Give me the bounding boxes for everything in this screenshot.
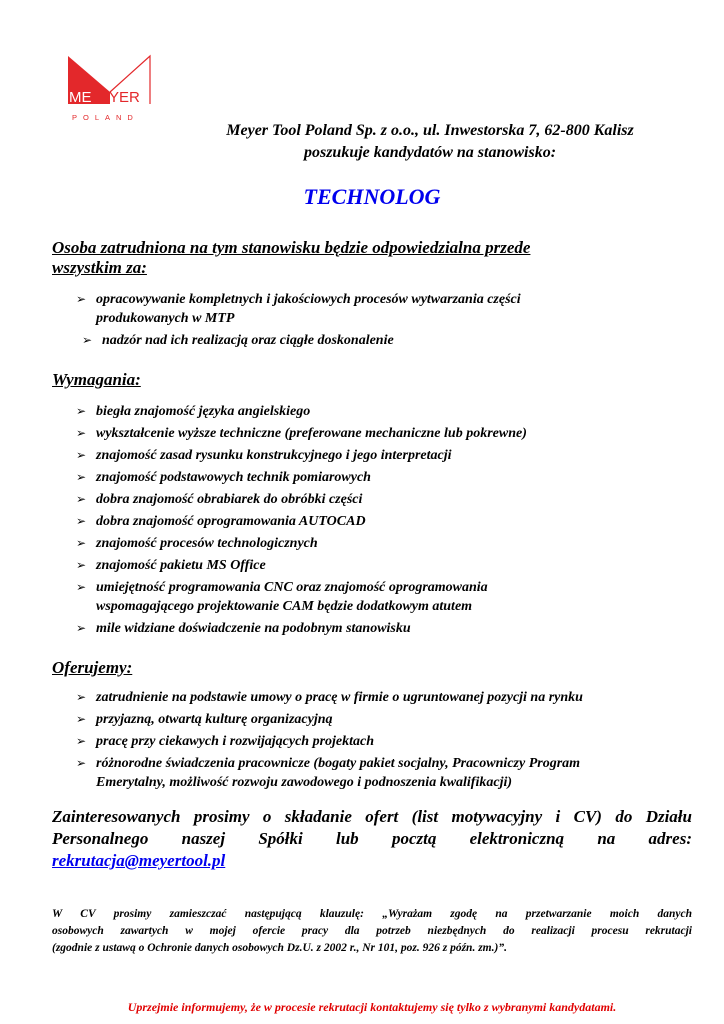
- position-title: TECHNOLOG: [303, 184, 441, 209]
- list-item: ➢ znajomość podstawowych technik pomiarowych: [76, 470, 371, 485]
- clause-line3: (zgodnie z ustawą o Ochronie danych osobowych Dz.U. z 2002 r., Nr 101, poz. 926 z późn. zm.)”.: [52, 942, 507, 954]
- contact-line1: Zainteresowanych prosimy o składanie ofert (list motywacyjny i CV) do Działu: [52, 807, 692, 826]
- list-item: ➢ różnorodne świadczenia pracownicze (bogaty pakiet socjalny, Pracowniczy Program Emerytalny, możliwość rozwoju zawodowego i podnoszenia kwalifikacji): [76, 756, 581, 790]
- requirements-heading: Wymagania:: [52, 370, 141, 389]
- arrow-bullet-icon: ➢: [76, 470, 87, 484]
- responsibilities-heading-line1: Osoba zatrudniona na tym stanowisku będzie odpowiedzialna przede: [52, 238, 531, 257]
- clause-line2: osobowych zawartych w mojej ofercie pracy dla potrzeb niezbędnych do realizacji procesu rekrutacji: [52, 925, 692, 937]
- arrow-bullet-icon: ➢: [76, 292, 87, 306]
- arrow-bullet-icon: ➢: [82, 333, 93, 347]
- responsibilities-heading: [52, 238, 672, 278]
- list-item: ➢ mile widziane doświadczenie na podobnym stanowisku: [76, 621, 411, 636]
- recruitment-notice: Uprzejmie informujemy, że w procesie rekrutacji kontaktujemy się tylko z wybranymi kandydatami.: [127, 1000, 617, 1014]
- arrow-bullet-icon: ➢: [76, 448, 87, 462]
- list-item: ➢ opracowywanie kompletnych i jakościowych procesów wytwarzania części produkowanych w MTP: [76, 292, 521, 326]
- data-consent-clause: [52, 906, 692, 957]
- responsibilities-heading-line2: wszystkim za:: [52, 258, 147, 277]
- arrow-bullet-icon: ➢: [76, 536, 87, 550]
- contact-paragraph: [52, 806, 692, 872]
- arrow-bullet-icon: ➢: [76, 756, 87, 770]
- arrow-bullet-icon: ➢: [76, 404, 87, 418]
- list-item: ➢ dobra znajomość oprogramowania AUTOCAD: [76, 514, 366, 529]
- requirements-list: [76, 402, 696, 641]
- logo-brand-yer: YER: [109, 89, 140, 106]
- arrow-bullet-icon: ➢: [76, 734, 87, 748]
- arrow-bullet-icon: ➢: [76, 514, 87, 528]
- email-link[interactable]: rekrutacja@meyertool.pl: [52, 851, 226, 870]
- company-logo: [62, 52, 158, 136]
- offer-heading: Oferujemy:: [52, 658, 133, 677]
- list-item: ➢ nadzór nad ich realizacją oraz ciągłe doskonalenie: [82, 333, 394, 348]
- arrow-bullet-icon: ➢: [76, 580, 87, 594]
- clause-line1: W CV prosimy zamieszczać następującą klauzulę: „Wyrażam zgodę na przetwarzanie moich danych: [52, 908, 692, 920]
- company-address-line: Meyer Tool Poland Sp. z o.o., ul. Inwestorska 7, 62-800 Kalisz: [226, 122, 634, 139]
- list-item: ➢ pracę przy ciekawych i rozwijających projektach: [76, 734, 375, 749]
- offer-list: [76, 688, 716, 795]
- list-item: ➢ umiejętność programowania CNC oraz znajomość oprogramowania wspomagającego projektowanie CAM będzie dodatkowym atutem: [76, 580, 488, 614]
- arrow-bullet-icon: ➢: [76, 492, 87, 506]
- logo-country: POLAND: [72, 113, 139, 122]
- arrow-bullet-icon: ➢: [76, 426, 87, 440]
- list-item: ➢ biegła znajomość języka angielskiego: [76, 404, 311, 419]
- responsibilities-list: [76, 290, 696, 353]
- list-item: ➢ przyjazną, otwartą kulturę organizacyjną: [76, 712, 333, 727]
- arrow-bullet-icon: ➢: [76, 558, 87, 572]
- list-item: ➢ dobra znajomość obrabiarek do obróbki części: [76, 492, 363, 507]
- list-item: ➢ znajomość pakietu MS Office: [76, 558, 266, 573]
- contact-line2: Personalnego naszej Spółki lub pocztą elektroniczną na adres:: [52, 829, 692, 848]
- list-item: ➢ znajomość procesów technologicznych: [76, 536, 318, 551]
- list-item: ➢ zatrudnienie na podstawie umowy o pracę w firmie o ugruntowanej pozycji na rynku: [76, 690, 583, 705]
- arrow-bullet-icon: ➢: [76, 621, 87, 635]
- arrow-bullet-icon: ➢: [76, 690, 87, 704]
- list-item: ➢ znajomość zasad rysunku konstrukcyjnego i jego interpretacji: [76, 448, 452, 463]
- company-header: [160, 120, 700, 164]
- logo-brand-me: ME: [69, 89, 92, 106]
- list-item: ➢ wykształcenie wyższe techniczne (preferowane mechaniczne lub pokrewne): [76, 426, 527, 441]
- company-seeking-line: poszukuje kandydatów na stanowisko:: [303, 144, 557, 161]
- arrow-bullet-icon: ➢: [76, 712, 87, 726]
